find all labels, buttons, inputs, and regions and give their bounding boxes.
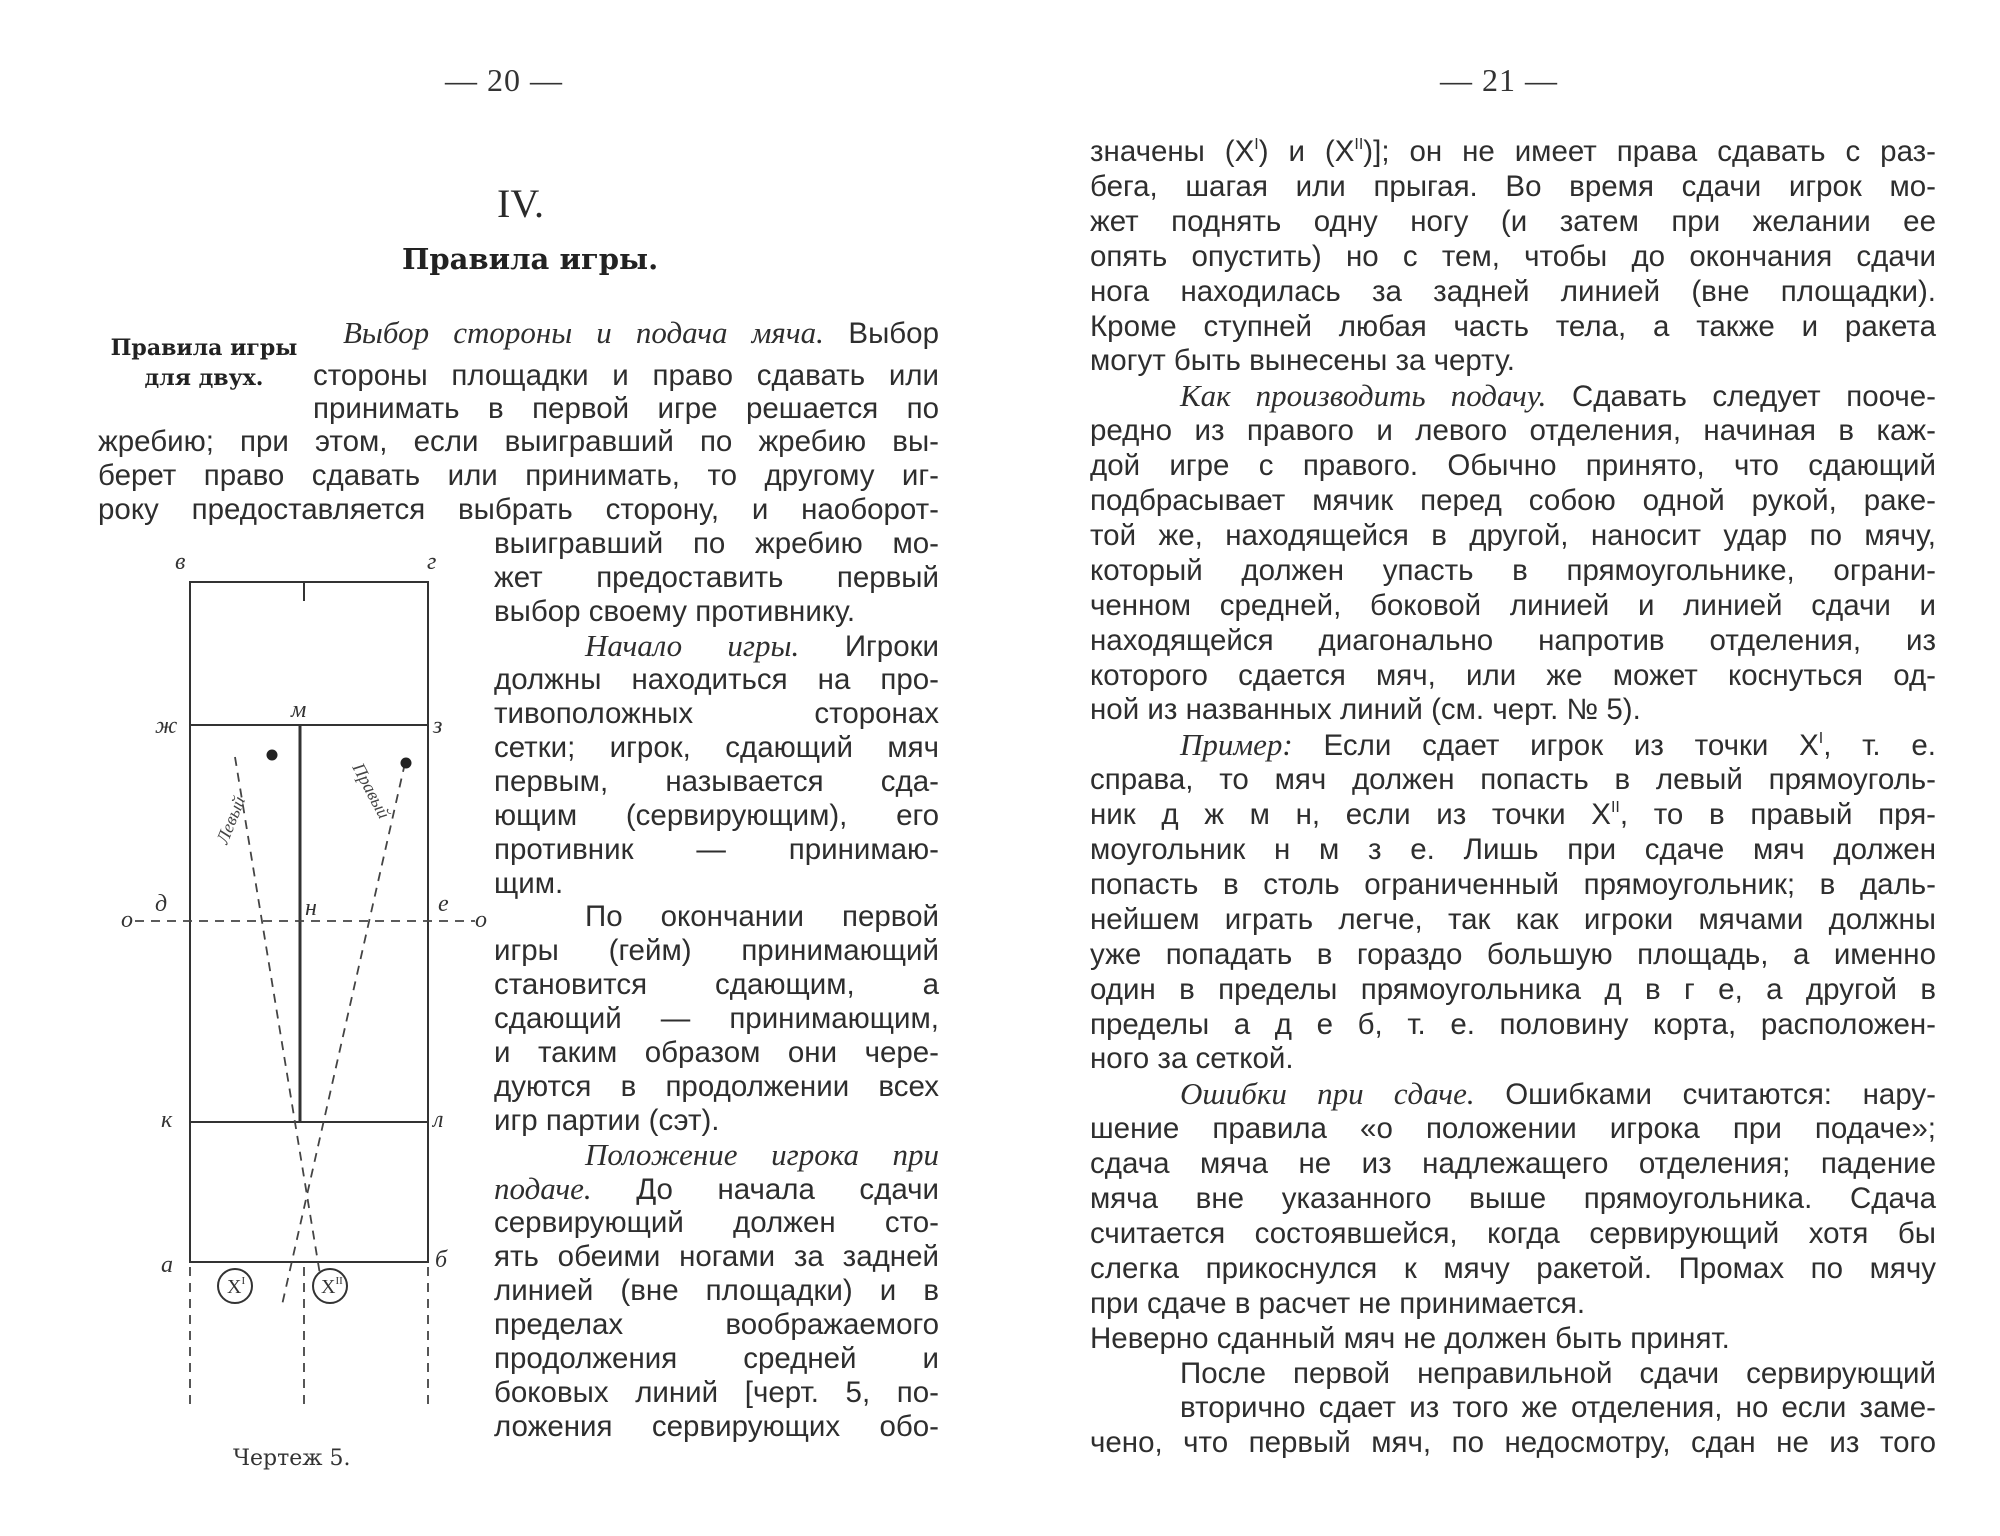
serve-path-left bbox=[235, 757, 325, 1305]
text-line: редно из правого и левого отделения, начиная в каж- bbox=[1090, 414, 1936, 448]
text-line bbox=[1090, 798, 1936, 832]
server-position-2-label: $X^{II}$ bbox=[321, 1275, 343, 1298]
server-position-1-label: $X^I$ bbox=[227, 1275, 246, 1298]
text-run: Выбор стороны и подача мяча. bbox=[343, 315, 824, 350]
diagram-letter-v: в bbox=[175, 549, 186, 575]
text-line: должны находиться на про- bbox=[494, 663, 939, 696]
text-line: один в пределы прямоугольника д в г е, а другой в bbox=[1090, 972, 1936, 1006]
text-line: попасть в столь ограниченный прямоугольник; в даль- bbox=[1090, 867, 1936, 901]
text-run: Положение игрока при bbox=[585, 1137, 939, 1172]
text-run: , то в правый пря- bbox=[1619, 798, 1936, 832]
text-line: пределы а д е б, т. е. половину корта, расположен- bbox=[1090, 1007, 1936, 1041]
text-line: могут быть вынесены за черту. bbox=[1090, 344, 1515, 378]
text-line: щим. bbox=[494, 867, 564, 900]
text-line: жет предоставить первый bbox=[494, 561, 939, 594]
margin-note-line: Правила игры bbox=[110, 335, 298, 361]
page-number: — 21 — bbox=[1440, 62, 1558, 98]
text-line: ной из названных линий (см. черт. № 5). bbox=[1090, 693, 1641, 727]
text-line: выигравший по жребию мо- bbox=[494, 527, 939, 560]
text-run: , т. е. bbox=[1823, 729, 1936, 763]
text-run: Игроки bbox=[799, 630, 939, 663]
text-run: Если сдает игрок из точки X bbox=[1292, 729, 1819, 763]
text-line: противник — принимаю- bbox=[494, 833, 939, 866]
text-line: принимать в первой игре решается по bbox=[313, 392, 939, 425]
text-run: До начала сдачи bbox=[591, 1173, 939, 1206]
text-line: стороны площадки и право сдавать или bbox=[313, 359, 939, 392]
diagram-letter-g: г bbox=[427, 549, 437, 575]
label-right-court: Правый bbox=[348, 759, 395, 822]
text-line: Кроме ступней любая часть тела, а также и ракета bbox=[1090, 309, 1936, 343]
label-left-court: Левый bbox=[212, 793, 250, 847]
text-line: берет право сдавать или принимать, то другому иг- bbox=[98, 459, 939, 492]
diagram-letter-d: д bbox=[155, 891, 168, 917]
text-line: жребию; при этом, если выигравший по жребию вы- bbox=[98, 425, 939, 458]
text-line bbox=[1180, 1077, 1936, 1111]
text-line: выбор своему противнику. bbox=[494, 595, 856, 628]
text-line: нога находилась за задней линией (вне площадки). bbox=[1090, 274, 1936, 308]
diagram-letter-l: л bbox=[433, 1107, 444, 1133]
text-run: Сдавать следует пооче- bbox=[1546, 380, 1936, 414]
text-line: сдающий — принимающим, bbox=[494, 1002, 939, 1035]
text-line bbox=[1180, 379, 1936, 413]
text-run: II bbox=[1354, 136, 1364, 153]
diagram-letter-b: б bbox=[435, 1247, 448, 1273]
text-line: которого сдается мяч, или же может коснуться од- bbox=[1090, 658, 1936, 692]
text-line: ченном средней, боковой линией и линией сдачи и bbox=[1090, 588, 1936, 622]
margin-note-line: для двух. bbox=[144, 365, 264, 391]
text-line: шение правила «о положении игрока при подаче»; bbox=[1090, 1112, 1936, 1146]
text-line: находящейся диагонально напротив отделения, из bbox=[1090, 623, 1936, 657]
diagram-letter-k: к bbox=[161, 1107, 173, 1133]
text-run: II bbox=[1610, 799, 1620, 817]
text-run: Ошибками считаются: нару- bbox=[1474, 1078, 1936, 1112]
right-page bbox=[1000, 0, 2000, 1536]
text-line: боковых линий [черт. 5, по- bbox=[494, 1376, 939, 1409]
text-line: По окончании первой bbox=[585, 900, 939, 933]
text-line: и таким образом они чере- bbox=[494, 1036, 939, 1069]
text-line: слегка прикоснулся к мячу ракетой. Промах по мячу bbox=[1090, 1251, 1936, 1285]
margin-note bbox=[96, 333, 312, 393]
text-line: подбрасывает мячик перед собою одной рукой, раке- bbox=[1090, 484, 1936, 517]
text-line: пределах воображаемого bbox=[494, 1308, 939, 1341]
ball-right bbox=[401, 758, 412, 769]
text-line: ного за сеткой. bbox=[1090, 1042, 1294, 1076]
text-line: бега, шагая или прыгая. Во время сдачи игрок мо- bbox=[1090, 169, 1936, 203]
text-line bbox=[585, 629, 939, 663]
text-line: року предоставляется выбрать сторону, и наоборот- bbox=[98, 493, 939, 526]
text-line: тивоположных сторонах bbox=[494, 697, 939, 730]
text-run: Начало игры. bbox=[585, 628, 800, 663]
text-line: ять обеими ногами за задней bbox=[494, 1240, 939, 1273]
text-line bbox=[494, 1172, 939, 1206]
text-line: первым, называется сда- bbox=[494, 765, 939, 798]
text-run: Пример: bbox=[1180, 727, 1293, 763]
page-number: — 20 — bbox=[445, 62, 563, 98]
diagram-letter-z: з bbox=[433, 713, 443, 739]
text-line: нейшем играть легче, так как игроки мячами должны bbox=[1090, 902, 1936, 936]
text-line: ложения сервирующих обо- bbox=[494, 1410, 939, 1443]
diagram-letter-e: е bbox=[438, 891, 449, 917]
text-line: уже попадать в гораздо большую площадь, а именно bbox=[1090, 937, 1936, 971]
text-run: ник д ж м н, если из точки X bbox=[1090, 798, 1611, 832]
text-line bbox=[343, 316, 939, 350]
diagram-letter-o-left: о bbox=[121, 907, 133, 933]
text-line: продолжения средней и bbox=[494, 1342, 939, 1375]
text-run: I bbox=[1818, 730, 1824, 748]
text-run: Выбор bbox=[823, 317, 939, 350]
text-run: ) и (X bbox=[1258, 135, 1355, 168]
diagram-letter-o-right: о bbox=[475, 907, 487, 933]
text-line: справа, то мяч должен попасть в левый прямоуголь- bbox=[1090, 763, 1936, 797]
text-run: )]; он не имеет права сдавать с раз- bbox=[1363, 135, 1936, 168]
chapter-number: IV. bbox=[497, 181, 545, 226]
text-line: который должен упасть в прямоугольнике, ограни- bbox=[1090, 553, 1936, 587]
diagram-letter-n: н bbox=[305, 895, 317, 921]
text-line: Неверно сданный мяч не должен быть принят. bbox=[1090, 1321, 1730, 1355]
diagram-letter-zh: ж bbox=[155, 713, 178, 739]
text-line: чено, что первый мяч, по недосмотру, сдан не из того bbox=[1090, 1426, 1936, 1460]
text-run: подаче. bbox=[494, 1171, 592, 1206]
figure-caption: Чертеж 5. bbox=[233, 1446, 351, 1471]
text-line: игр партии (сэт). bbox=[494, 1104, 720, 1137]
text-line: сдача мяча не из надлежащего отделения; падение bbox=[1090, 1147, 1936, 1181]
ball-left bbox=[267, 750, 278, 761]
text-line: при сдаче в расчет не принимается. bbox=[1090, 1286, 1586, 1320]
text-line bbox=[585, 1138, 939, 1172]
text-line: ющим (сервирующим), его bbox=[494, 799, 939, 832]
text-line bbox=[1090, 135, 1936, 169]
diagram-letter-a: а bbox=[161, 1252, 173, 1278]
text-line: После первой неправильной сдачи сервирующий bbox=[1180, 1356, 1936, 1390]
text-line: опять опустить) но с тем, чтобы до окончания сдачи bbox=[1090, 239, 1936, 273]
text-line: игры (гейм) принимающий bbox=[494, 934, 939, 967]
text-run: I bbox=[1254, 136, 1259, 153]
text-line: считается состоявшейся, когда сервирующий хотя бы bbox=[1090, 1216, 1936, 1250]
court-outline bbox=[190, 582, 428, 1262]
text-line: мяча вне указанного выше прямоугольника. Сдача bbox=[1090, 1182, 1936, 1215]
diagram-letter-m: м bbox=[291, 697, 307, 723]
text-line: моугольник н м з е. Лишь при сдаче мяч должен bbox=[1090, 833, 1936, 866]
text-line: дуются в продолжении всех bbox=[494, 1070, 939, 1103]
text-line: сервирующий должен сто- bbox=[494, 1206, 939, 1239]
text-run: Как производить подачу. bbox=[1180, 378, 1547, 414]
text-run: Ошибки при сдаче. bbox=[1180, 1076, 1475, 1112]
court-diagram bbox=[115, 545, 515, 1415]
text-line: линией (вне площадки) и в bbox=[494, 1274, 939, 1307]
text-line: той же, находящейся в другой, наносит удар по мячу, bbox=[1090, 518, 1936, 552]
text-line: дой игре с правого. Обычно принято, что сдающий bbox=[1090, 449, 1936, 483]
text-line bbox=[1180, 728, 1936, 762]
chapter-title: Правила игры. bbox=[402, 242, 659, 276]
text-line: жет поднять одну ногу (и затем при желании ее bbox=[1090, 204, 1936, 238]
text-run: значены (X bbox=[1090, 135, 1255, 168]
text-line: становится сдающим, а bbox=[494, 968, 939, 1001]
text-line: сетки; игрок, сдающий мяч bbox=[494, 731, 939, 764]
text-line: вторично сдает из того же отделения, но если заме- bbox=[1180, 1391, 1936, 1425]
